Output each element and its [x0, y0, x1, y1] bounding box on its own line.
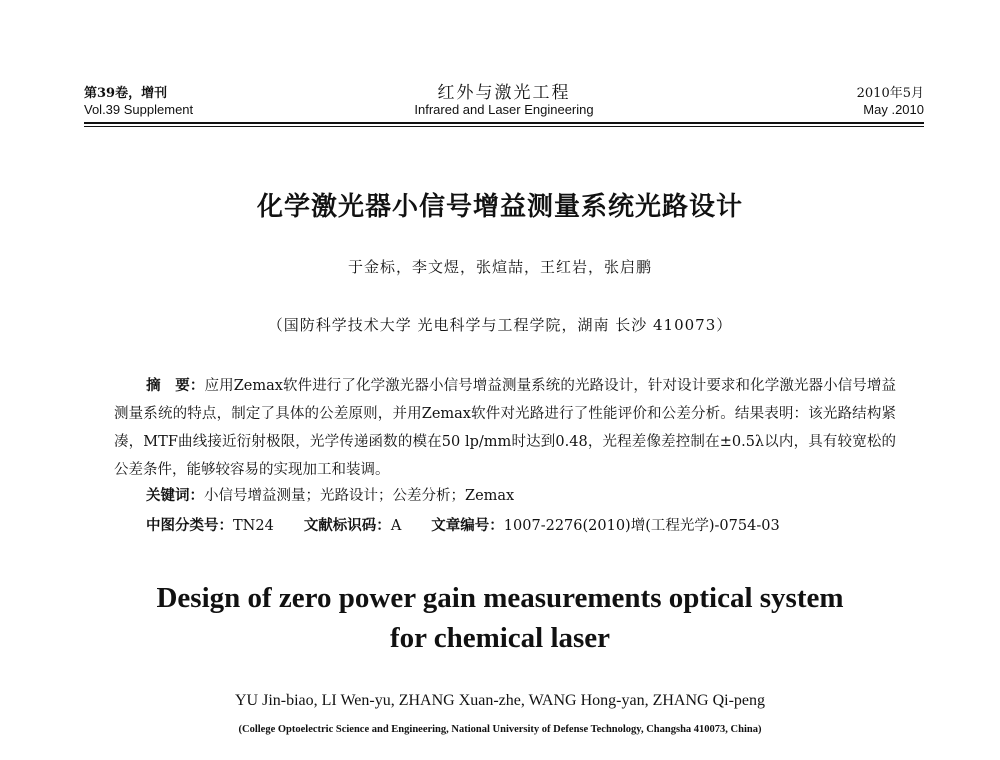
doc-code-value: A	[390, 518, 402, 534]
classification-line	[146, 514, 926, 535]
journal-name-cn: 红外与激光工程	[437, 83, 571, 103]
issue-date-cn: 2010年5月	[856, 86, 924, 101]
volume-issue-cn: 第39卷，增刊	[84, 86, 168, 101]
abstract-cn	[114, 372, 896, 484]
affiliation-en: (College Optoelectric Science and Engineering, National University of Defense Technology, Changsha 410073, China)	[238, 724, 762, 735]
affiliation-cn: （国防科学技术大学 光电科学与工程学院，湖南 长沙 410073）	[267, 316, 733, 334]
article-number-value: 1007-2276(2010)增(工程光学)-0754-03	[503, 518, 780, 534]
journal-name-en: Infrared and Laser Engineering	[414, 102, 594, 117]
title-line-2: for chemical laser	[389, 622, 611, 654]
keywords-cn	[146, 484, 906, 505]
header-rule-thin	[84, 126, 924, 127]
abstract-body: 应用Zemax软件进行了化学激光器小信号增益测量系统的光路设计，针对设计要求和化学激光器小信号增益测量系统的特点，制定了具体的公差原则，并用Zemax软件对光路进行了性能评价和公差分析。结果表明：该光路结构紧凑，MTF曲线接近衍射极限，光学传递函数的模在50 lp/mm时达到0.48，光程差像差控制在±0.5λ以内，具有较宽松的公差条件，能够较容易的实现加工和装调。	[114, 378, 897, 478]
doc-code-label: 文献标识码：	[303, 518, 391, 534]
author-list-cn: 于金标，李文煜，张煊喆，王红岩，张启鹏	[347, 258, 652, 276]
header-rule-thick	[84, 122, 924, 124]
title-line-1: Design of zero power gain measurements optical system	[156, 582, 844, 614]
article-number-label: 文章编号：	[431, 518, 504, 534]
running-header	[84, 82, 924, 122]
keywords-text: 小信号增益测量；光路设计；公差分析；Zemax	[204, 488, 515, 504]
clc-label: 中图分类号：	[146, 518, 233, 534]
volume-issue-en: Vol.39 Supplement	[84, 102, 194, 117]
abstract-label: 摘 要：	[146, 378, 205, 394]
clc-value: TN24	[233, 518, 274, 534]
keywords-label: 关键词：	[146, 488, 204, 504]
paper-title-en	[0, 578, 1000, 658]
paper-title-cn: 化学激光器小信号增益测量系统光路设计	[256, 192, 743, 222]
author-list-en: YU Jin-biao, LI Wen-yu, ZHANG Xuan-zhe, WANG Hong-yan, ZHANG Qi-peng	[234, 692, 765, 709]
issue-date-en: May .2010	[863, 102, 924, 117]
